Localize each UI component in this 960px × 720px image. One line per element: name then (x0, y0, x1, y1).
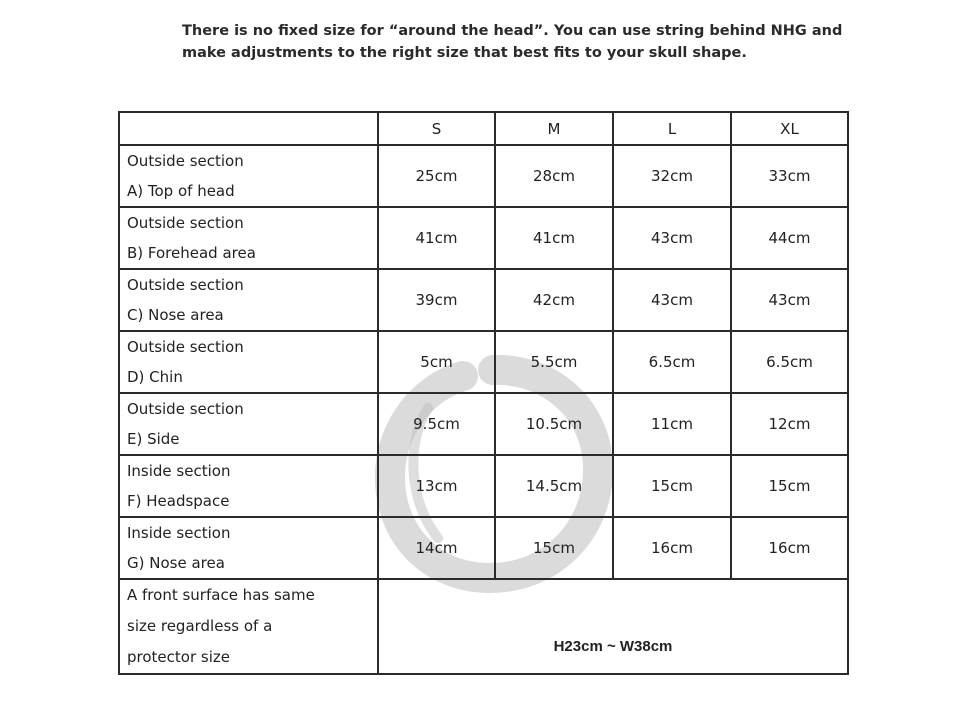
row-label (119, 145, 378, 207)
section-name: Outside section (127, 152, 244, 170)
value-l: 16cm (613, 517, 731, 579)
header-m: M (495, 112, 613, 145)
header-s: S (378, 112, 495, 145)
intro-line-1: There is no fixed size for “around the head”. You can use string behind NHG and (182, 23, 843, 39)
value-xl: 33cm (731, 145, 848, 207)
measure-name: A) Top of head (127, 182, 235, 200)
row-label (119, 393, 378, 455)
table-row (119, 269, 848, 331)
value-m: 42cm (495, 269, 613, 331)
value-m: 28cm (495, 145, 613, 207)
value-s: 25cm (378, 145, 495, 207)
value-s: 14cm (378, 517, 495, 579)
value-s: 5cm (378, 331, 495, 393)
value-xl: 12cm (731, 393, 848, 455)
value-s: 9.5cm (378, 393, 495, 455)
section-name: Outside section (127, 214, 244, 232)
header-xl: XL (731, 112, 848, 145)
intro-text (182, 20, 862, 64)
value-m: 41cm (495, 207, 613, 269)
table-row (119, 455, 848, 517)
measure-name: D) Chin (127, 368, 183, 386)
row-label (119, 331, 378, 393)
value-xl: 6.5cm (731, 331, 848, 393)
value-l: 43cm (613, 269, 731, 331)
row-label (119, 455, 378, 517)
section-name: Outside section (127, 276, 244, 294)
measure-name: B) Forehead area (127, 244, 256, 262)
row-label (119, 207, 378, 269)
value-l: 43cm (613, 207, 731, 269)
value-l: 32cm (613, 145, 731, 207)
size-chart-table (118, 111, 849, 675)
value-xl: 44cm (731, 207, 848, 269)
value-s: 39cm (378, 269, 495, 331)
front-surface-line: size regardless of a (127, 617, 273, 635)
value-l: 11cm (613, 393, 731, 455)
row-label (119, 269, 378, 331)
value-xl: 43cm (731, 269, 848, 331)
value-m: 15cm (495, 517, 613, 579)
measure-name: C) Nose area (127, 306, 224, 324)
measure-name: G) Nose area (127, 554, 225, 572)
table-row (119, 207, 848, 269)
table-row (119, 145, 848, 207)
measure-name: F) Headspace (127, 492, 230, 510)
table-row (119, 331, 848, 393)
header-blank (119, 112, 378, 145)
front-surface-line: A front surface has same (127, 586, 315, 604)
header-row (119, 112, 848, 145)
measure-name: E) Side (127, 430, 180, 448)
value-xl: 15cm (731, 455, 848, 517)
front-surface-value-cell (378, 579, 848, 674)
row-label (119, 517, 378, 579)
section-name: Inside section (127, 462, 231, 480)
value-l: 15cm (613, 455, 731, 517)
value-m: 5.5cm (495, 331, 613, 393)
value-m: 10.5cm (495, 393, 613, 455)
header-l: L (613, 112, 731, 145)
front-surface-label (119, 579, 378, 674)
section-name: Inside section (127, 524, 231, 542)
value-s: 41cm (378, 207, 495, 269)
table-row (119, 393, 848, 455)
front-surface-value: H23cm ~ W38cm (553, 638, 673, 655)
value-m: 14.5cm (495, 455, 613, 517)
value-s: 13cm (378, 455, 495, 517)
front-surface-row (119, 579, 848, 674)
section-name: Outside section (127, 338, 244, 356)
value-l: 6.5cm (613, 331, 731, 393)
value-xl: 16cm (731, 517, 848, 579)
intro-line-2: make adjustments to the right size that best fits to your skull shape. (182, 45, 747, 61)
section-name: Outside section (127, 400, 244, 418)
front-surface-line: protector size (127, 648, 230, 666)
table-row (119, 517, 848, 579)
